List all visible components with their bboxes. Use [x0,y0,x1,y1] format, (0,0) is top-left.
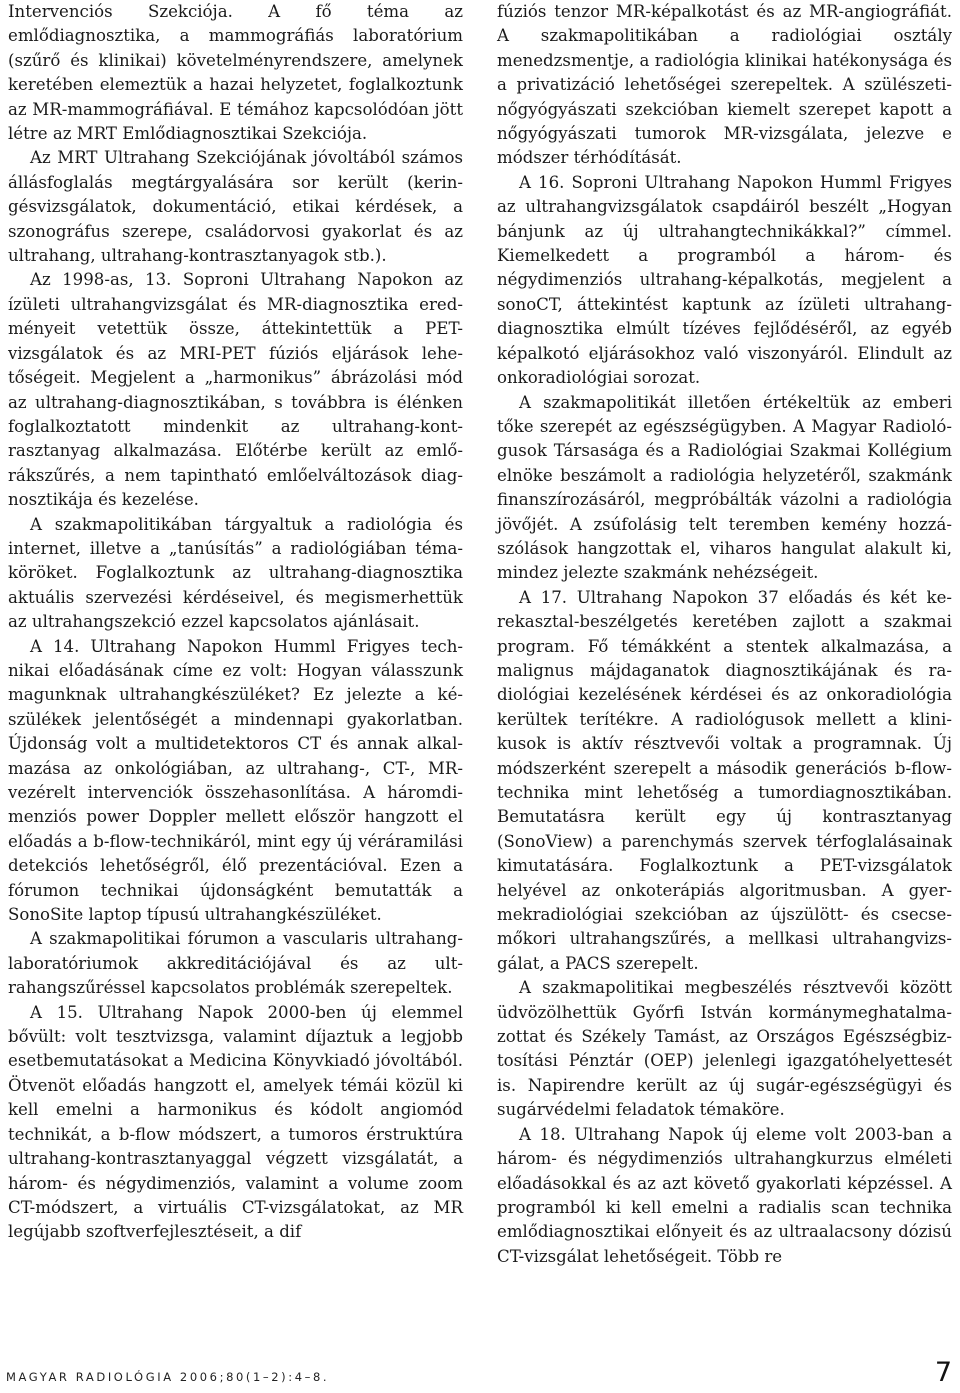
paragraph: A 14. Ultrahang Napokon Humml Frigyes technikai előadásának címe ez volt: Hogyan válasszunk magunknak ultrahangkészüléket? Ez jelezte a készülékek jelentőségét a mindennapi gyakorlatban. Újdonság volt a multidetektoros CT és annak alkalmazása az onkológiában, az ultrahang-, CT-, MR-vezérelt intervenciók összehasonlítása. A háromdimenziós power Doppler mellett először hangzott el előadás a b-flow-technikáról, mint egy új véráramilási detekciós lehetőségről, élő prezentációval. Ezen a fórumon technikai újdonságként bemutatták a SonoSite laptop típusú ultrahangkészüléket. [8,636,463,925]
right-column [497,0,952,1269]
left-column [8,0,463,1245]
paragraph: Intervenciós Szekciója. A fő téma az emlődiagnosztika, a mammográfiás laboratórium (szűrő és klinikai) követelményrendszere, amelynek keretében elemeztük a hazai helyzetet, foglalkoztunk az MR-mammográfiával. E témához kapcsolódóan jött létre az MRT Emlődiagnosztikai Szekciója. [8,2,463,144]
paragraph: Az 1998-as, 13. Soproni Ultrahang Napokon az ízületi ultrahangvizsgálat és MR-diagnosztika eredményeit vetettük össze, áttekintettük a PET-vizsgálatok és az MRI-PET fúziós eljárások lehetőségeit. Megjelent a „harmonikus” ábrázolási mód az ultrahang-diagnosztikában, s továbbra is élénken foglalkoztatott mindenkit az ultrahang-kontrasztanyag alkalmazása. Előtérbe került az emlőrákszűrés, a nem tapintható emlőelváltozások diagnosztikája és kezelése. [8,270,463,510]
paragraph: A 15. Ultrahang Napok 2000-ben új elemmel bővült: volt tesztvizsga, valamint díjaztuk a legjobb esetbemutatásokat a Medicina Könyvkiadó jóvoltából. Ötvenöt előadás hangzott el, amelyek témái közül ki kell emelni a harmonikus és kódolt angiomód technikát, a b-flow módszert, a tumoros érstruktúra ultrahang-kontrasztanyaggal végzett vizsgálatát, a három- és négydimenziós, valamint a volume zoom CT-módszert, a virtuális CT-vizsgálatokat, az MR legújabb szoftverfejlesztéseit, a dif [8,1002,463,1242]
journal-citation: MAGYAR RADIOLÓGIA 2006;80(1–2):4–8. [6,1370,330,1384]
paragraph: Az MRT Ultrahang Szekciójának jóvoltából számos állásfoglalás megtárgyalására sor került (keringésvizsgálatok, dokumentáció, etikai kérdések, a szonográfus szerepe, családorvosi gyakorlat és az ultrahang, ultrahang-kontrasztanyagok stb.). [8,148,463,266]
paragraph: A szakmapolitikát illetően értékeltük az emberi tőke szerepét az egészségügyben. A Magyar Radiológusok Társasága és a Radiológiai Szakmai Kollégium elnöke beszámolt a radiológia helyzetéről, szakmánk finanszírozásáról, megpróbálták vázolni a radiológia jövőjét. A zsúfolásig telt teremben kemény hozzászólások hangzottak el, viharos hangulat alakult ki, mindez jelezte szakmánk nehézségeit. [497,392,952,583]
paragraph: A szakmapolitikai fórumon a vascularis ultrahang-laboratóriumok akkreditációjával és az ultrahangszűréssel kapcsolatos problémák szerepeltek. [8,929,463,998]
page-number: 7 [934,1357,952,1388]
paragraph: fúziós tenzor MR-képalkotást és az MR-angiográfiát. A szakmapolitikában a radiológiai osztály menedzsmentje, a radiológia klinikai hatékonysága és a privatizáció lehetőségei szerepeltek. A szülészeti-nőgyógyászati szekcióban kiemelt szerepet kapott a nőgyógyászati tumorok MR-vizsgálata, jelezve e módszer térhódítását. [497,2,952,168]
paragraph: A 17. Ultrahang Napokon 37 előadás és két kerekasztal-beszélgetés keretében zajlott a szakmai program. Fő témákként a stentek alkalmazása, a malignus májdaganatok diagnosztikájának és radiológiai kezelésének kérdései és az onkoradiológia kerültek terítékre. A radiológusok mellett a klinikusok is aktív résztvevői voltak a programnak. Új módszerként szerepelt a második generációs b-flow-technika mint lehetőség a tumordiagnosztikában. Bemutatásra került egy új kontrasztanyag (SonoView) a parenchymás szervek térfoglalásainak kimutatására. Foglalkoztunk a PET-vizsgálatok helyével az onkoterápiás algoritmusban. A gyermekradiológiai szekcióban az újszülött- és csecsemőkori ultrahangszűrés, a mellkasi ultrahangvizsgálat, a PACS szerepelt. [497,587,952,973]
paragraph: A 16. Soproni Ultrahang Napokon Humml Frigyes az ultrahangvizsgálatok csapdáiról beszélt „Hogyan bánjunk az új ultrahangtechnikákkal?” címmel. Kiemelkedett a programból a három- és négydimenziós ultrahang-képalkotás, megjelent a sonoCT, áttekintést kaptunk az ízületi ultrahang-diagnosztika elmúlt tízéves fejlődéséről, az egyéb képalkotó eljárásokhoz való viszonyáról. Elindult az onkoradiológiai sorozat. [497,172,952,388]
paragraph: A szakmapolitikai megbeszélés résztvevői között üdvözölhettük Győrfi István kormánymeghatalmazottat és Székely Tamást, az Országos Egészségbiztosítási Pénztár (OEP) jelenlegi igazgatóhelyettesét is. Napirendre került az új sugár-egészségügyi és sugárvédelmi feladatok témaköre. [497,978,952,1120]
page-footer [6,1358,952,1388]
paragraph: A 18. Ultrahang Napok új eleme volt 2003-ban a három- és négydimenziós ultrahangkurzus elméleti előadásokkal és az azt követő gyakorlati képzéssel. A programból ki kell emelni a radialis scan technika emlődiagnosztikai előnyeit és az ultraalacsony dózisú CT-vizsgálat lehetőségeit. Több re [497,1124,952,1266]
paragraph: A szakmapolitikában tárgyaltuk a radiológia és internet, illetve a „tanúsítás” a radiológiában témaköröket. Foglalkoztunk az ultrahang-diagnosztika aktuális szervezési kérdéseivel, és megismerhettük az ultrahangszekció ezzel kapcsolatos ajánlásait. [8,514,463,632]
